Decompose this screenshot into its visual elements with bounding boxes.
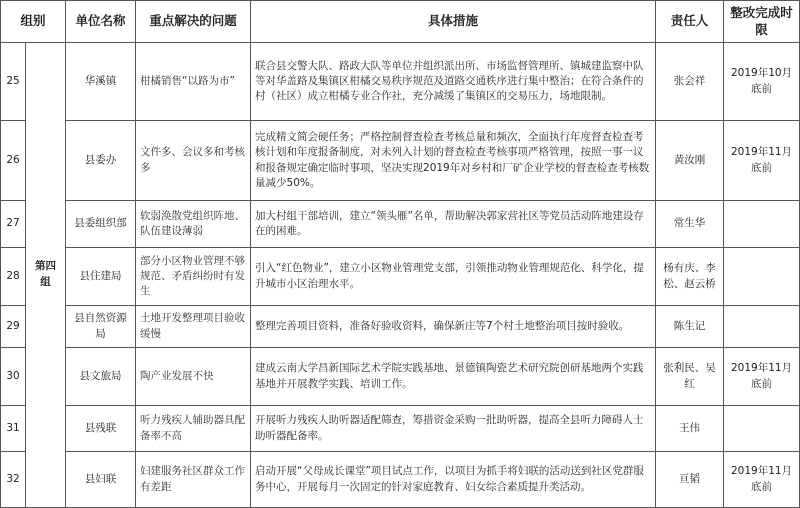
responsible-person: 亘韬 <box>656 452 724 508</box>
row-number: 31 <box>1 406 26 452</box>
row-number: 30 <box>1 348 26 406</box>
deadline: 2019年11月底前 <box>724 121 800 201</box>
unit-name: 县残联 <box>66 406 136 452</box>
deadline <box>724 306 800 348</box>
unit-name: 县委组织部 <box>66 201 136 248</box>
deadline <box>724 201 800 248</box>
problem-text: 软弱涣散党组织阵地、队伍建设薄弱 <box>136 201 251 248</box>
responsible-person: 张利民、吴红 <box>656 348 724 406</box>
row-number: 29 <box>1 306 26 348</box>
row-number: 28 <box>1 248 26 306</box>
table-row <box>1 248 800 306</box>
unit-name: 县妇联 <box>66 452 136 508</box>
row-number: 25 <box>1 43 26 121</box>
table-row <box>1 201 800 248</box>
measures-text: 联合县交警大队、路政大队等单位并组织派出所、市场监督管理所、镇城建监察中队等对华盖路及集镇区柑橘交易秩序规范及道路交通秩序进行集中整治；在符合条件的村（社区）成立柑橘专业合作社，充分减缓了集镇区的交易压力，场地限制。 <box>251 43 656 121</box>
deadline <box>724 248 800 306</box>
problem-text: 土地开发整理项目验收缓慢 <box>136 306 251 348</box>
measures-text: 整理完善项目资料，准备好验收资料，确保新庄等7个村土地整治项目按时验收。 <box>251 306 656 348</box>
problem-text: 柑橘销售“以路为市” <box>136 43 251 121</box>
row-number: 27 <box>1 201 26 248</box>
header-unit: 单位名称 <box>66 1 136 43</box>
responsible-person: 杨有庆、李松、赵云桥 <box>656 248 724 306</box>
problem-text: 文件多、会议多和考核多 <box>136 121 251 201</box>
measures-text: 启动开展“父母成长课堂”项目试点工作，以项目为抓手将妇联的活动送到社区党群服务中心，开展每月一次固定的针对家庭教育、妇女综合素质提升类活动。 <box>251 452 656 508</box>
responsible-person: 张会祥 <box>656 43 724 121</box>
responsible-person: 黄汝刚 <box>656 121 724 201</box>
group-label: 第四组 <box>35 260 56 288</box>
header-measures: 具体措施 <box>251 1 656 43</box>
problem-text: 听力残疾人辅助器具配备率不高 <box>136 406 251 452</box>
problem-text: 部分小区物业管理不够规范、矛盾纠纷时有发生 <box>136 248 251 306</box>
table-row <box>1 452 800 508</box>
unit-name: 县委办 <box>66 121 136 201</box>
row-number: 32 <box>1 452 26 508</box>
table-row <box>1 406 800 452</box>
problem-text: 妇建服务社区群众工作有差距 <box>136 452 251 508</box>
responsible-person: 王伟 <box>656 406 724 452</box>
responsible-person: 常生华 <box>656 201 724 248</box>
unit-name: 华溪镇 <box>66 43 136 121</box>
header-group: 组别 <box>1 1 66 43</box>
measures-text: 引入“红色物业”，建立小区物业管理党支部，引领推动物业管理规范化、科学化，提升城市小区治理水平。 <box>251 248 656 306</box>
header-deadline: 整改完成时限 <box>724 1 800 43</box>
unit-name: 县文旅局 <box>66 348 136 406</box>
measures-text: 开展听力残疾人助听器适配筛查，筹措资金采购一批助听器，提高全县听力障碍人士助听器配备率。 <box>251 406 656 452</box>
measures-text: 建成云南大学昌新国际艺术学院实践基地、景德镇陶瓷艺术研究院创研基地两个实践基地并开展教学实践、培训工作。 <box>251 348 656 406</box>
deadline: 2019年10月底前 <box>724 43 800 121</box>
responsible-person: 陈生记 <box>656 306 724 348</box>
group-cell <box>26 43 66 508</box>
table-row <box>1 121 800 201</box>
unit-name: 县自然资源局 <box>66 306 136 348</box>
header-problem: 重点解决的问题 <box>136 1 251 43</box>
measures-text: 加大村组干部培训，建立“领头雁”名单，帮助解决郭家营社区等党员活动阵地建设存在的困难。 <box>251 201 656 248</box>
deadline: 2019年11月底前 <box>724 452 800 508</box>
deadline: 2019年11月底前 <box>724 348 800 406</box>
row-number: 26 <box>1 121 26 201</box>
table-row <box>1 43 800 121</box>
header-row <box>1 1 800 43</box>
header-person: 责任人 <box>656 1 724 43</box>
table-row <box>1 306 800 348</box>
problem-text: 陶产业发展不快 <box>136 348 251 406</box>
deadline <box>724 406 800 452</box>
measures-text: 完成精文简会硬任务；严格控制督查检查考核总量和频次，全面执行年度督查检查考核计划和年度报备制度，对未列入计划的督查检查考核事项严格管理，按照一事一议和报备规定确定临时事项，坚决实现2019年对乡村和厂矿企业学校的督查检查考核数量减少50%。 <box>251 121 656 201</box>
unit-name: 县住建局 <box>66 248 136 306</box>
table-row <box>1 348 800 406</box>
